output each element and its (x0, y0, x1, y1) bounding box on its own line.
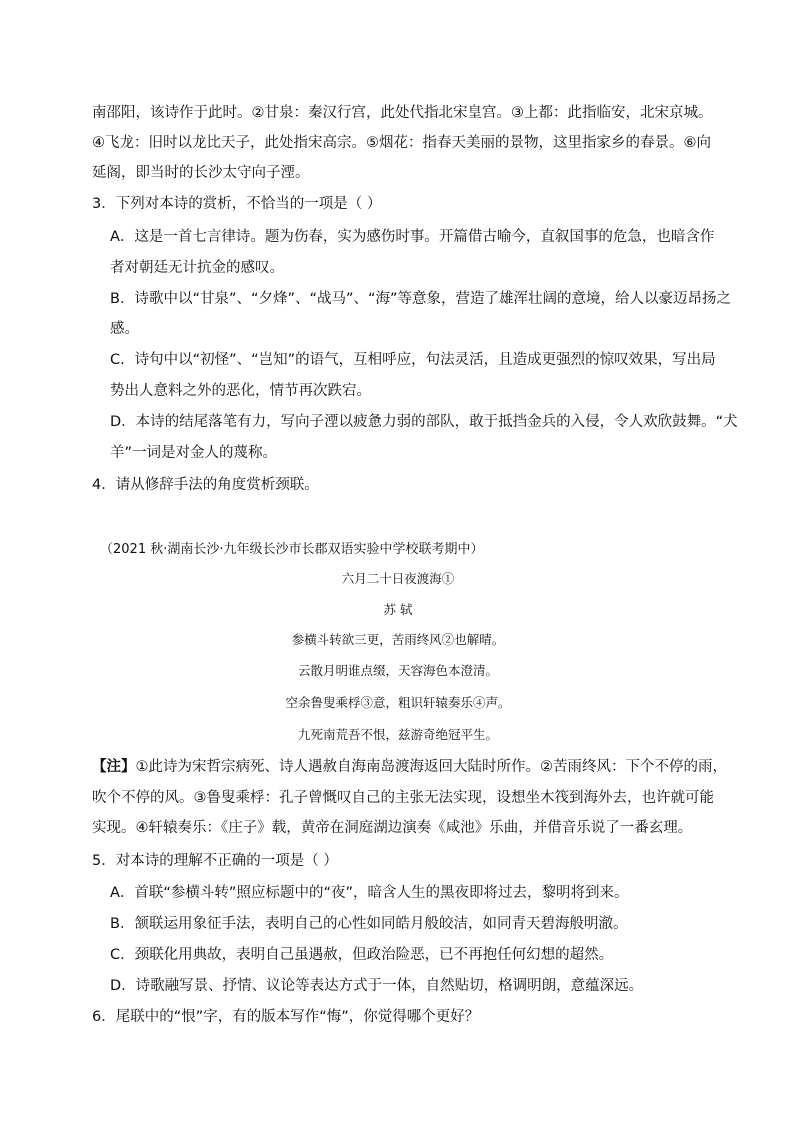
poem-line-4: 九死南荒吾不恨，兹游奇绝冠平生。 (297, 727, 498, 742)
question-5-stem: 5．对本诗的理解不正确的一项是（ ） (92, 853, 338, 869)
q3-option-b-line-2: 感。 (110, 321, 139, 337)
poem-title: 六月二十日夜渡海① (341, 571, 455, 586)
q5-option-c: C．颈联化用典故，表明自己虽遇赦，但政治险恶，已不再抱任何幻想的超然。 (110, 947, 614, 963)
poem-note-line-2: 吹个不停的风。③鲁叟乘桴：孔子曾慨叹自己的主张无法实现，设想坐木筏到海外去，也许就可能 (92, 790, 714, 806)
q3-option-a-line-1: A．这是一首七言律诗。题为伤春，实为感伤时事。开篇借古喻今，直叙国事的危急，也暗含作 (110, 229, 715, 245)
q3-option-c-line-1: C．诗句中以“初怪”、“岂知”的语气，互相呼应，句法灵活，且造成更强烈的惊叹效果，写出局 (110, 352, 716, 368)
exam-source: （2021 秋·湖南长沙·九年级长沙市长郡双语实验中学校联考期中） (100, 542, 484, 557)
q5-option-d: D．诗歌融写景、抒情、议论等表达方式于一体，自然贴切，格调明朗，意蕴深远。 (110, 978, 644, 994)
q5-option-b: B．颔联运用象征手法，表明自己的心性如同皓月般皎洁，如同青天碧海般明澈。 (110, 916, 628, 932)
poem-author: 苏 轼 (383, 602, 413, 617)
poem-line-2: 云散月明谁点缀，天容海色本澄清。 (297, 663, 498, 678)
question-4-stem: 4．请从修辞手法的角度赏析颈联。 (92, 477, 319, 493)
q3-option-d-line-1: D．本诗的结尾落笔有力，写向子湮以疲惫力弱的部队，敢于抵挡金兵的入侵，令人欢欣鼓舞。“犬 (110, 414, 738, 430)
note-continuation-line-2: ④飞龙：旧时以龙比天子，此处指宋高宗。⑤烟花：指春天美丽的景物，这里指家乡的春景。⑥向 (92, 135, 711, 151)
q5-option-a: A．首联“参横斗转”照应标题中的“夜”，暗含人生的黑夜即将过去，黎明将到来。 (110, 885, 629, 901)
q3-option-c-line-2: 势出人意料之外的恶化，情节再次跌宕。 (110, 383, 371, 399)
poem-note-line-1 (92, 757, 727, 777)
question-6-stem: 6．尾联中的“恨”字，有的版本写作“悔”，你觉得哪个更好？ (92, 1009, 480, 1025)
poem-note-line-3: 实现。④轩辕奏乐：《庄子》载，黄帝在洞庭湖边演奏《咸池》乐曲，并借音乐说了一番玄理。 (92, 820, 693, 836)
poem-line-1: 参横斗转欲三更，苦雨终风②也解晴。 (291, 632, 505, 647)
poem-line-3: 空余鲁叟乘桴③意，粗识轩辕奏乐④声。 (285, 695, 511, 710)
q3-option-a-line-2: 者对朝廷无计抗金的感叹。 (110, 260, 284, 276)
note-label: 【注】 (92, 759, 136, 775)
note-continuation-line-3: 延阁，即当时的长沙太守向子湮。 (92, 165, 310, 181)
question-3-stem: 3．下列对本诗的赏析，不恰当的一项是（ ） (92, 196, 382, 212)
note-continuation-line-1: 南邵阳，该诗作于此时。②甘泉：秦汉行宫，此处代指北宋皇宫。③上都：此指临安，北宋京城。 (92, 105, 713, 121)
q3-option-b-line-1: B．诗歌中以“甘泉”、“夕烽”、“战马”、“海”等意象，营造了雄浑壮阔的意境，给人以豪迈昂扬之 (110, 291, 732, 307)
note-text-1: ①此诗为宋哲宗病死、诗人遇赦自海南岛渡海返回大陆时所作。②苦雨终风：下个不停的雨， (135, 759, 727, 775)
q3-option-d-line-2: 羊”一词是对金人的蔑称。 (110, 445, 278, 461)
